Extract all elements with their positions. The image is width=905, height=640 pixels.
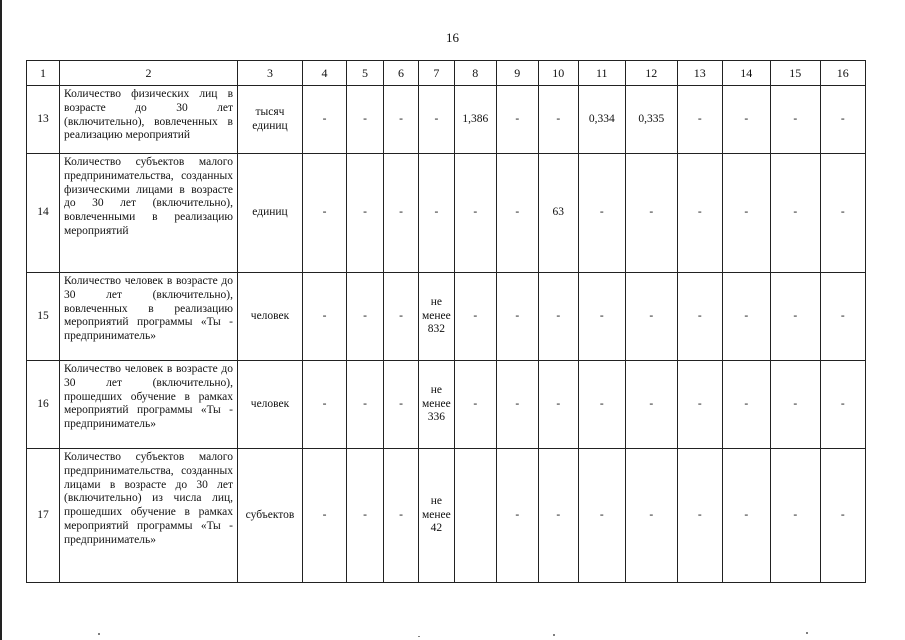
value-cell-text: 63 bbox=[552, 206, 564, 219]
header-row bbox=[27, 61, 866, 86]
header-cell: 11 bbox=[578, 61, 625, 86]
value-cell-text: - bbox=[363, 508, 367, 521]
value-cell-text: - bbox=[840, 397, 845, 410]
value-cell bbox=[496, 86, 538, 154]
value-cell bbox=[578, 449, 625, 583]
value-cell-text: - bbox=[697, 206, 702, 219]
unit-cell-text: субъектов bbox=[245, 508, 295, 521]
header-cell: 15 bbox=[770, 61, 820, 86]
row-number-cell: 13 bbox=[27, 86, 60, 154]
table-row bbox=[27, 273, 866, 361]
value-cell bbox=[384, 86, 419, 154]
scan-speck bbox=[806, 632, 808, 634]
value-cell-text: - bbox=[322, 309, 327, 322]
value-cell-text: - bbox=[840, 508, 845, 521]
value-cell bbox=[419, 86, 455, 154]
header-cell: 12 bbox=[625, 61, 677, 86]
row-number-cell: 15 bbox=[27, 273, 60, 361]
value-cell-text: - bbox=[473, 309, 478, 322]
value-cell bbox=[770, 449, 820, 583]
value-cell-text: не менее 336 bbox=[422, 383, 451, 424]
value-cell-text: - bbox=[556, 309, 561, 322]
value-cell bbox=[496, 273, 538, 361]
value-cell bbox=[419, 154, 455, 273]
scan-edge bbox=[0, 0, 2, 640]
header-cell: 8 bbox=[454, 61, 496, 86]
value-cell bbox=[454, 273, 496, 361]
value-cell bbox=[625, 154, 677, 273]
value-cell-text: - bbox=[649, 206, 654, 219]
value-cell-text: 0,334 bbox=[588, 112, 615, 125]
unit-cell bbox=[238, 361, 303, 449]
value-cell-text: - bbox=[322, 112, 327, 125]
unit-cell bbox=[238, 154, 303, 273]
value-cell bbox=[770, 273, 820, 361]
value-cell bbox=[538, 361, 578, 449]
indicators-table bbox=[26, 60, 866, 583]
value-cell-text: - bbox=[473, 206, 478, 219]
table-row bbox=[27, 154, 866, 273]
value-cell-text: - bbox=[322, 397, 327, 410]
value-cell-text: - bbox=[556, 508, 561, 521]
value-cell bbox=[625, 449, 677, 583]
value-cell bbox=[303, 273, 347, 361]
value-cell bbox=[770, 361, 820, 449]
value-cell bbox=[770, 154, 820, 273]
value-cell-text: 0,335 bbox=[638, 112, 665, 125]
indicator-name-cell: Количество человек в возрасте до 30 лет (включительно), вовлеченных в реализацию мероприятий программы «Ты - предприниматель» bbox=[60, 273, 238, 361]
scan-speck bbox=[418, 636, 420, 637]
value-cell-text: - bbox=[399, 206, 403, 219]
value-cell bbox=[722, 154, 770, 273]
header-cell: 9 bbox=[496, 61, 538, 86]
value-cell-text: - bbox=[744, 206, 749, 219]
value-cell-text: - bbox=[649, 508, 654, 521]
value-cell bbox=[419, 449, 455, 583]
value-cell bbox=[578, 86, 625, 154]
unit-cell-text: человек bbox=[250, 397, 290, 410]
value-cell bbox=[419, 273, 455, 361]
value-cell bbox=[538, 154, 578, 273]
value-cell bbox=[384, 449, 419, 583]
value-cell bbox=[677, 449, 722, 583]
value-cell-text: - bbox=[473, 397, 478, 410]
value-cell bbox=[303, 361, 347, 449]
value-cell bbox=[677, 86, 722, 154]
header-cell: 14 bbox=[722, 61, 770, 86]
value-cell bbox=[770, 86, 820, 154]
value-cell bbox=[454, 154, 496, 273]
value-cell bbox=[303, 86, 347, 154]
value-cell bbox=[578, 361, 625, 449]
value-cell bbox=[454, 86, 496, 154]
table-row bbox=[27, 86, 866, 154]
value-cell-text: - bbox=[793, 309, 798, 322]
value-cell bbox=[496, 361, 538, 449]
value-cell bbox=[578, 154, 625, 273]
value-cell-text: - bbox=[363, 206, 367, 219]
value-cell-text: - bbox=[793, 508, 798, 521]
table-row bbox=[27, 449, 866, 583]
header-cell: 3 bbox=[238, 61, 303, 86]
value-cell bbox=[303, 154, 347, 273]
value-cell-text: - bbox=[840, 112, 845, 125]
value-cell-text: - bbox=[793, 112, 798, 125]
value-cell-text: - bbox=[697, 508, 702, 521]
value-cell bbox=[384, 273, 419, 361]
value-cell-text: - bbox=[399, 112, 403, 125]
value-cell bbox=[538, 273, 578, 361]
value-cell bbox=[303, 449, 347, 583]
value-cell-text: - bbox=[434, 112, 439, 125]
value-cell-text: - bbox=[599, 309, 604, 322]
value-cell-text: - bbox=[649, 397, 654, 410]
scan-speck bbox=[553, 634, 555, 636]
value-cell-text: - bbox=[793, 397, 798, 410]
value-cell-text: - bbox=[744, 397, 749, 410]
value-cell bbox=[347, 86, 384, 154]
unit-cell bbox=[238, 86, 303, 154]
value-cell-text: - bbox=[399, 508, 403, 521]
value-cell bbox=[538, 449, 578, 583]
row-number-cell: 14 bbox=[27, 154, 60, 273]
value-cell bbox=[347, 154, 384, 273]
value-cell-text: - bbox=[793, 206, 798, 219]
value-cell bbox=[419, 361, 455, 449]
value-cell-text: - bbox=[744, 309, 749, 322]
header-cell: 1 bbox=[27, 61, 60, 86]
page-number: 16 bbox=[446, 30, 459, 45]
value-cell bbox=[722, 273, 770, 361]
value-cell bbox=[677, 273, 722, 361]
value-cell bbox=[820, 273, 865, 361]
value-cell-text: не менее 832 bbox=[422, 295, 451, 336]
value-cell-text: 1,386 bbox=[462, 112, 489, 125]
indicator-name-cell: Количество субъектов малого предпринимательства, созданных физическими лицами в возрасте до 30 лет (включительно), вовлеченными в реализацию мероприятий bbox=[60, 154, 238, 273]
value-cell-text: - bbox=[649, 309, 654, 322]
value-cell bbox=[722, 361, 770, 449]
value-cell bbox=[625, 273, 677, 361]
row-number-cell: 17 bbox=[27, 449, 60, 583]
value-cell-text: - bbox=[434, 206, 439, 219]
value-cell-text: - bbox=[322, 508, 327, 521]
value-cell-text: - bbox=[697, 112, 702, 125]
header-cell: 13 bbox=[677, 61, 722, 86]
value-cell-text: - bbox=[399, 309, 403, 322]
value-cell bbox=[625, 361, 677, 449]
indicator-name-cell: Количество субъектов малого предпринимательства, созданных лицами в возрасте до 30 лет (включительно) из числа лиц, прошедших обучение в рамках мероприятий программы «Ты - предприниматель» bbox=[60, 449, 238, 583]
value-cell-text: - bbox=[744, 508, 749, 521]
value-cell-text: - bbox=[322, 206, 327, 219]
value-cell-text: - bbox=[515, 309, 520, 322]
header-cell: 16 bbox=[820, 61, 865, 86]
value-cell bbox=[677, 361, 722, 449]
indicator-name-cell: Количество физических лиц в возрасте до 30 лет (включительно), вовлеченных в реализацию мероприятий bbox=[60, 86, 238, 154]
value-cell bbox=[384, 154, 419, 273]
table-row bbox=[27, 361, 866, 449]
value-cell bbox=[820, 154, 865, 273]
value-cell bbox=[454, 361, 496, 449]
value-cell bbox=[496, 154, 538, 273]
value-cell-text: - bbox=[697, 397, 702, 410]
value-cell-text: - bbox=[515, 508, 520, 521]
value-cell bbox=[347, 273, 384, 361]
value-cell-text: - bbox=[363, 112, 367, 125]
header-cell: 4 bbox=[303, 61, 347, 86]
scan-speck bbox=[98, 633, 100, 635]
value-cell-text: не менее 42 bbox=[422, 494, 451, 535]
value-cell bbox=[820, 86, 865, 154]
value-cell bbox=[538, 86, 578, 154]
value-cell-text: - bbox=[363, 309, 367, 322]
value-cell-text: - bbox=[515, 112, 520, 125]
value-cell-text: - bbox=[515, 206, 520, 219]
value-cell bbox=[384, 361, 419, 449]
header-cell: 2 bbox=[60, 61, 238, 86]
value-cell-text: - bbox=[744, 112, 749, 125]
value-cell bbox=[722, 449, 770, 583]
value-cell bbox=[820, 361, 865, 449]
value-cell-text: - bbox=[840, 206, 845, 219]
value-cell bbox=[625, 86, 677, 154]
unit-cell bbox=[238, 273, 303, 361]
value-cell-text: - bbox=[399, 397, 403, 410]
unit-cell-text: единиц bbox=[252, 206, 288, 219]
unit-cell bbox=[238, 449, 303, 583]
value-cell bbox=[454, 449, 496, 583]
value-cell-text: - bbox=[840, 309, 845, 322]
value-cell-text: - bbox=[697, 309, 702, 322]
unit-cell-text: человек bbox=[250, 309, 290, 322]
value-cell-text: - bbox=[599, 206, 604, 219]
header-cell: 6 bbox=[384, 61, 419, 86]
value-cell bbox=[496, 449, 538, 583]
value-cell-text: - bbox=[599, 508, 604, 521]
value-cell-text: - bbox=[599, 397, 604, 410]
value-cell-text: - bbox=[363, 397, 367, 410]
value-cell bbox=[722, 86, 770, 154]
indicator-name-cell: Количество человек в возрасте до 30 лет (включительно), прошедших обучение в рамках мероприятий программы «Ты - предприниматель» bbox=[60, 361, 238, 449]
header-cell: 7 bbox=[419, 61, 455, 86]
value-cell-text: - bbox=[556, 397, 561, 410]
value-cell-text: - bbox=[556, 112, 561, 125]
value-cell bbox=[347, 449, 384, 583]
value-cell bbox=[677, 154, 722, 273]
unit-cell-text: тысяч единиц bbox=[252, 105, 288, 132]
value-cell-text: - bbox=[515, 397, 520, 410]
value-cell bbox=[347, 361, 384, 449]
header-cell: 5 bbox=[347, 61, 384, 86]
value-cell bbox=[578, 273, 625, 361]
header-cell: 10 bbox=[538, 61, 578, 86]
row-number-cell: 16 bbox=[27, 361, 60, 449]
value-cell bbox=[820, 449, 865, 583]
